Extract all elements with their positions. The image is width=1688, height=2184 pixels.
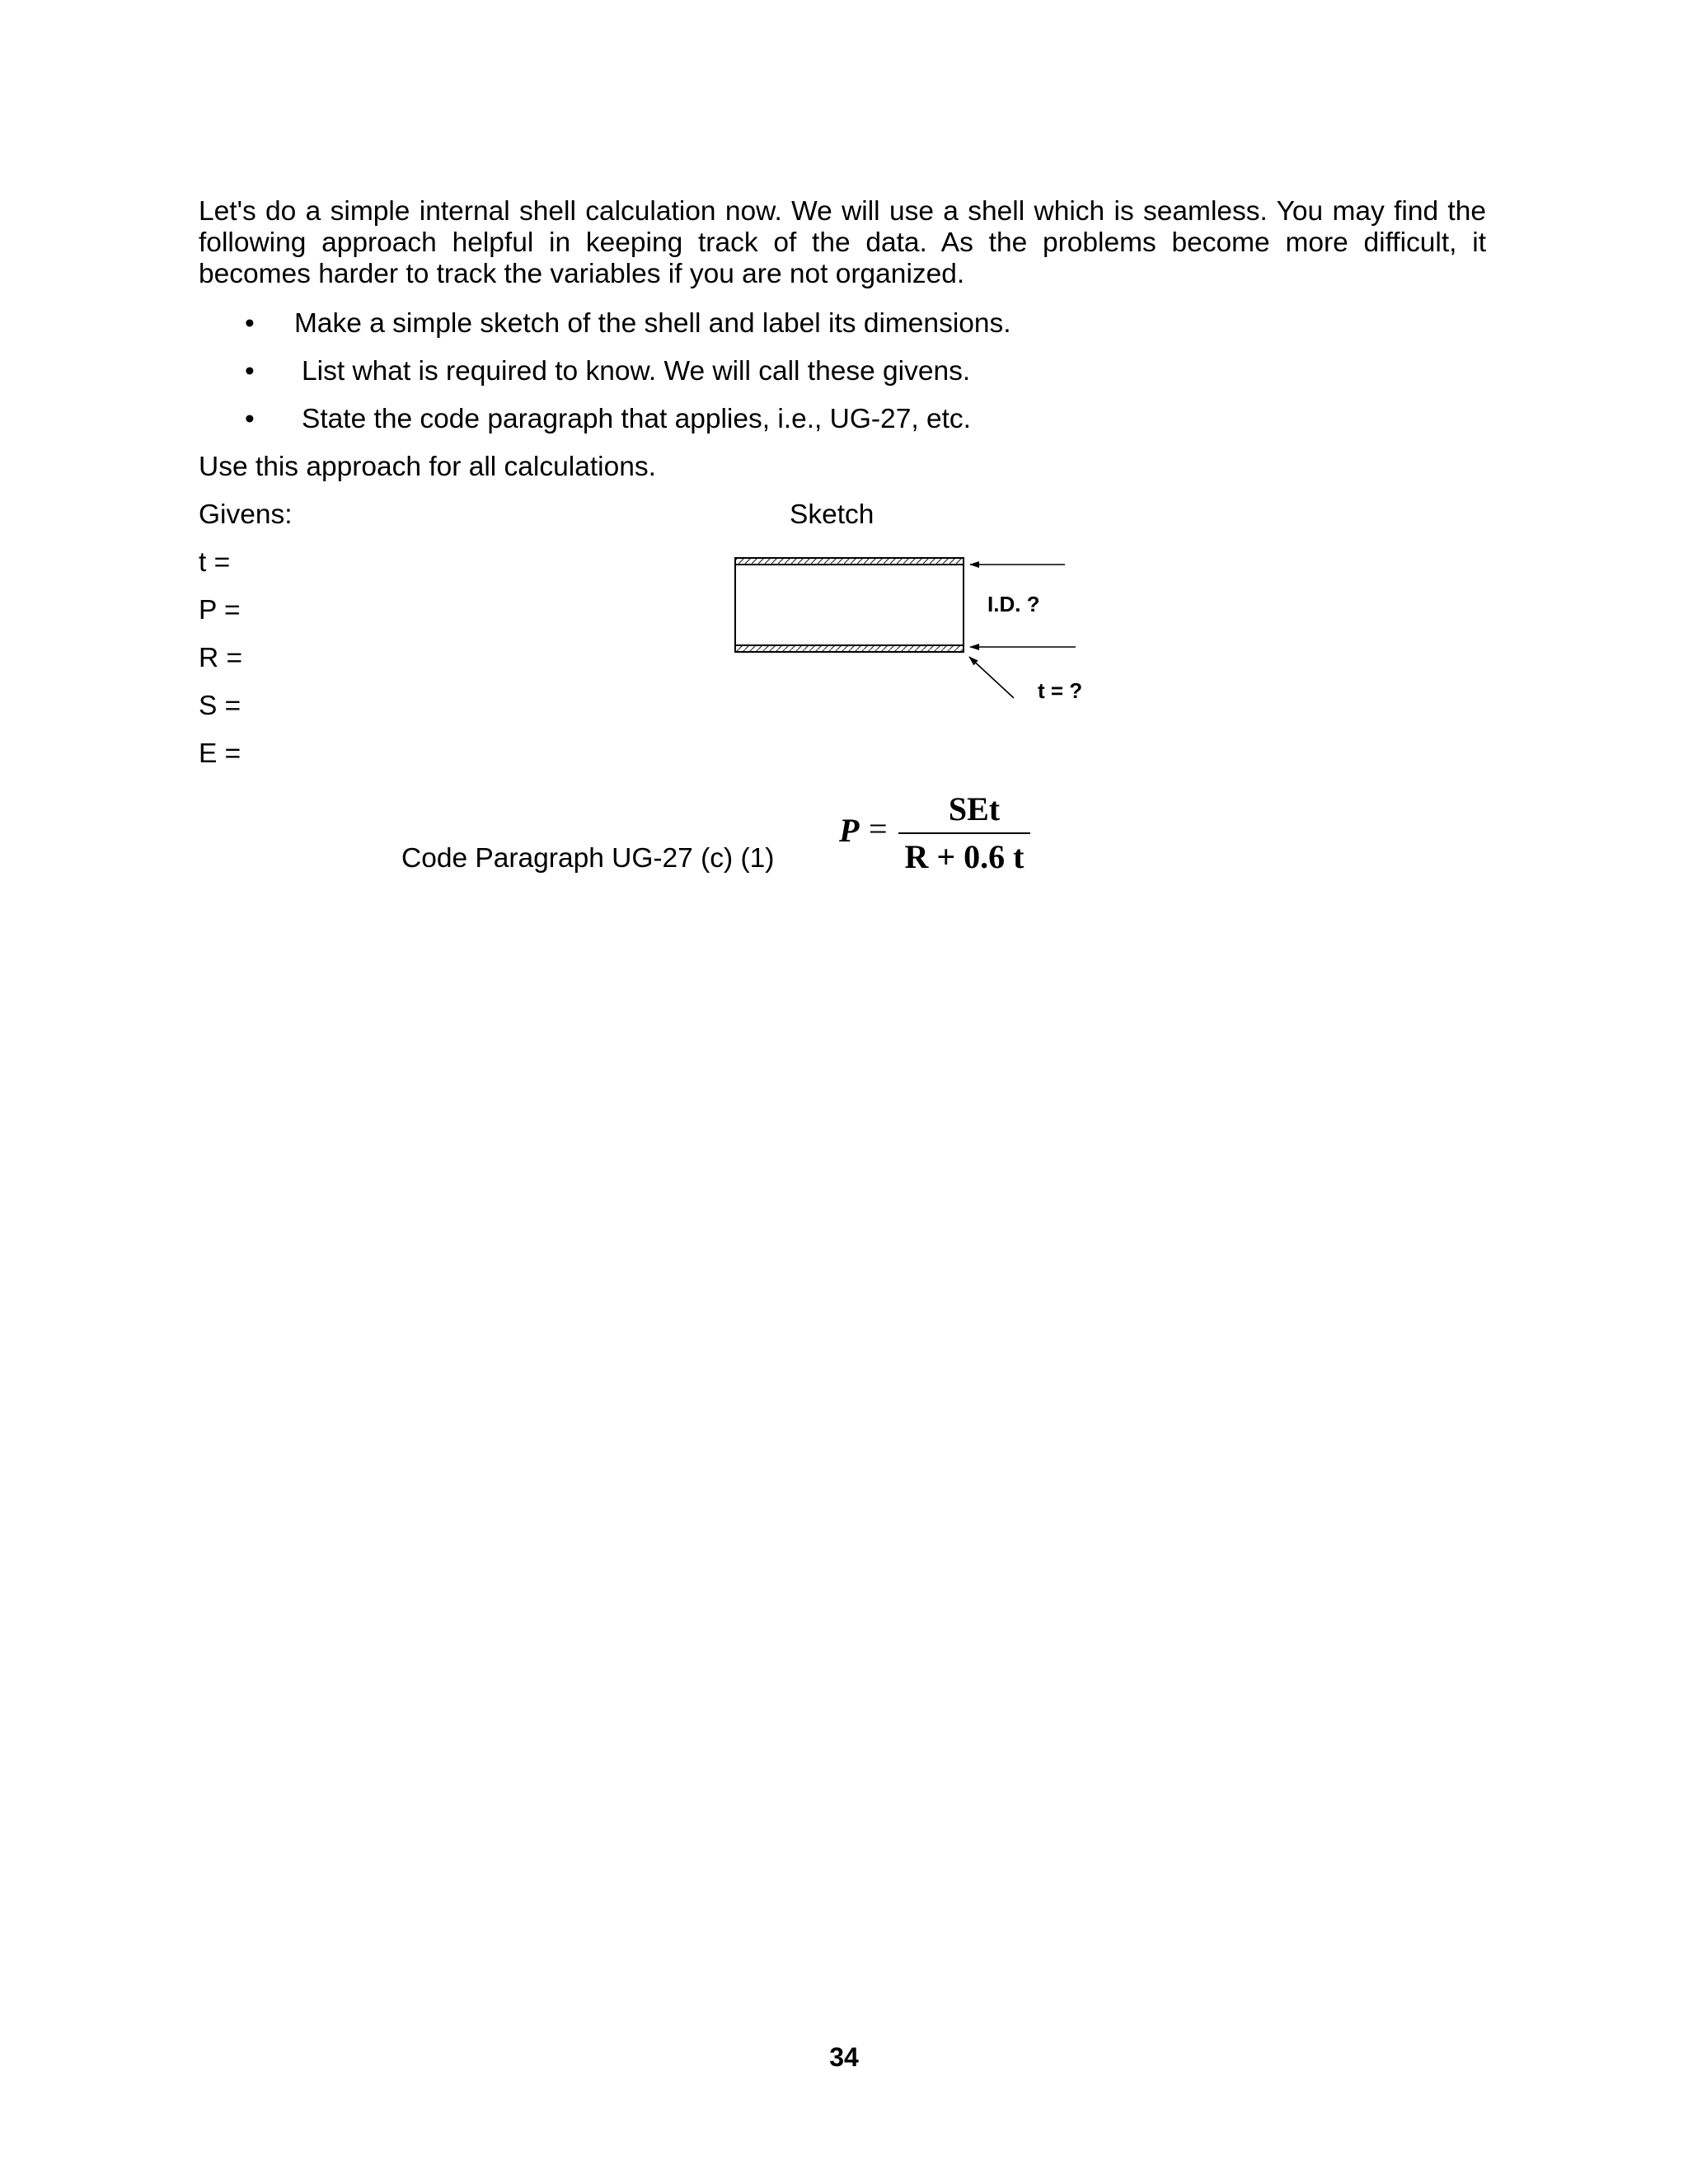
bullet-text: Make a simple sketch of the shell and label its dimensions. (294, 308, 1011, 339)
bullet-marker: • (245, 404, 255, 434)
thickness-arrow (969, 657, 1014, 698)
code-paragraph: Code Paragraph UG-27 (c) (1) (401, 843, 775, 874)
sketch-heading: Sketch (790, 499, 874, 530)
bullet-marker: • (245, 356, 255, 387)
approach-note: Use this approach for all calculations. (199, 452, 656, 482)
shell-bottom-wall (735, 645, 964, 652)
formula-numerator: SEt (948, 790, 1001, 827)
given-e: E = (199, 738, 241, 769)
thickness-label: t = ? (1038, 678, 1083, 703)
fraction-bar (898, 832, 1030, 834)
page-number: 34 (829, 2042, 859, 2072)
shell-sketch (725, 544, 1104, 742)
id-label: I.D. ? (987, 592, 1040, 616)
given-r: R = (199, 643, 243, 673)
formula-denominator: R + 0.6 t (904, 838, 1025, 875)
intro-paragraph: Let's do a simple internal shell calculation now. We will use a shell which is seamless. You may find the following approach helpful in keeping track of the data. As the problems become more difficult, it becomes harder to track the variables if you are not organized. (199, 196, 1486, 289)
formula-equals: = (869, 810, 888, 847)
bullet-text: State the code paragraph that applies, i.e., UG-27, etc. (302, 404, 971, 434)
formula-lhs: P (839, 812, 860, 849)
given-p: P = (199, 595, 241, 626)
givens-heading: Givens: (199, 499, 293, 530)
thickness-formula (832, 790, 1080, 884)
shell-top-wall (735, 558, 964, 565)
bullet-marker: • (245, 308, 255, 339)
given-t: t = (199, 547, 231, 578)
given-s: S = (199, 691, 241, 721)
bullet-text: List what is required to know. We will call these givens. (302, 356, 971, 387)
